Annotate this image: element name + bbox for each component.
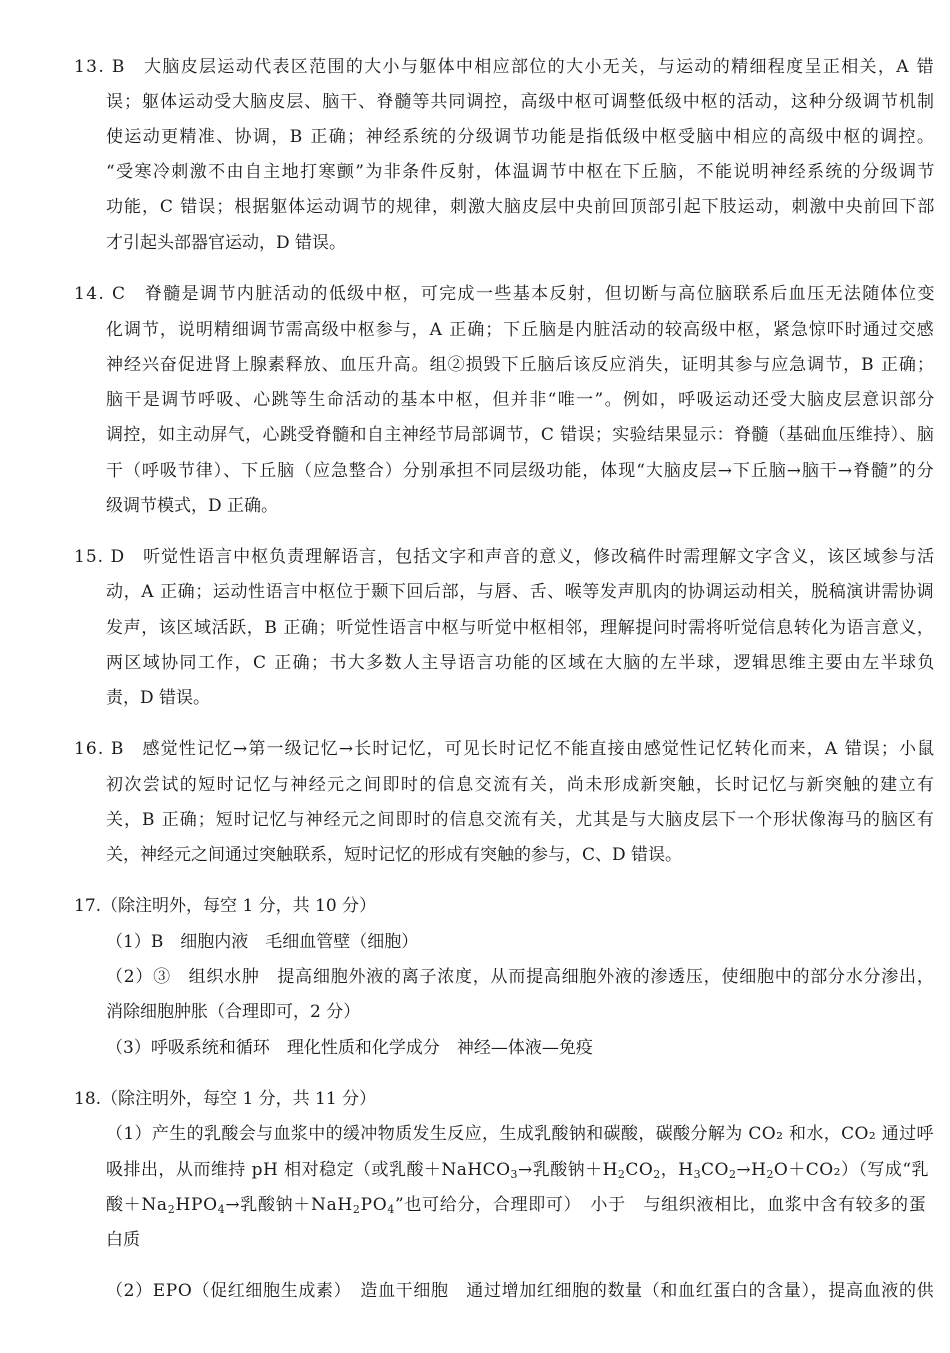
q15-line-5: 责，D 错误。 xyxy=(106,688,211,708)
q15-line-3: 发声，该区域活跃，B 正确；听觉性语言中枢与听觉中枢相邻，理解提问时需将听觉信息转化为语言意义， xyxy=(106,618,935,638)
q16-line-3: 关，B 正确；短时记忆与神经元之间即时的信息交流有关，尤其是与大脑皮层下一个形状像海马的脑区有 xyxy=(106,810,935,830)
q18-heading: 18.（除注明外，每空 1 分，共 11 分） xyxy=(74,1089,377,1109)
q13-line-2: 误；躯体运动受大脑皮层、脑干、脊髓等共同调控，高级中枢可调整低级中枢的活动，这种分级调节机制 xyxy=(106,92,936,112)
q15-line-4: 两区域协同工作，C 正确；书大多数人主导语言功能的区域在大脑的左半球，逻辑思维主要由左半球负 xyxy=(106,653,936,673)
q18-phosphate-line: 酸$+Na_2HPO_4\to$乳酸钠$+NaH_2PO_4$”也可给分，合理即可） 小于 与组织液相比，血浆中含有较多的蛋 xyxy=(106,1195,927,1216)
q14-line-4: 脑干是调节呼吸、心跳等生命活动的基本中枢，但并非“唯一”。例如，呼吸运动还受大脑皮层意识部分 xyxy=(106,390,936,410)
q17-part-2-line-2: 消除细胞肿胀（合理即可，2 分） xyxy=(106,1002,361,1022)
q14-line-3: 神经兴奋促进肾上腺素释放、血压升高。组②损毁下丘脑后该反应消失，证明其参与应急调节，B 正确； xyxy=(106,355,935,375)
q13-line-5: 功能，C 错误；根据躯体运动调节的规律，刺激大脑皮层中央前回顶部引起下肢运动，刺激中央前回下部 xyxy=(106,197,936,217)
q14-line-1: 14. C 脊髓是调节内脏活动的低级中枢，可完成一些基本反射，但切断与高位脑联系后血压无法随体位变 xyxy=(74,284,936,304)
q14-line-7: 级调节模式，D 正确。 xyxy=(106,496,279,516)
q18-part-1-line-4: 白质 xyxy=(106,1230,140,1250)
q13-line-4: “受寒冷刺激不由自主地打寒颤”为非条件反射，体温调节中枢在下丘脑，不能说明神经系统的分级调节 xyxy=(106,162,936,182)
q15-line-1: 15. D 听觉性语言中枢负责理解语言，包括文字和声音的意义，修改稿件时需理解文字含义，该区域参与活 xyxy=(74,547,936,567)
q16-line-1: 16. B 感觉性记忆→第一级记忆→长时记忆，可见长时记忆不能直接由感觉性记忆转化而来，A 错误；小鼠 xyxy=(74,739,936,759)
q17-part-3: （3）呼吸系统和循环 理化性质和化学成分 神经—体液—免疫 xyxy=(106,1038,593,1058)
q16-line-4: 关，神经元之间通过突触联系，短时记忆的形成有突触的参与，C、D 错误。 xyxy=(106,845,683,865)
q18-part-2-line-1: （2）EPO（促红细胞生成素） 造血干细胞 通过增加红细胞的数量（和血红蛋白的含量），提高血液的供 xyxy=(106,1281,935,1301)
q13-line-3: 使运动更精准、协调，B 正确；神经系统的分级调节功能是指低级中枢受脑中相应的高级中枢的调控。 xyxy=(106,127,936,147)
q14-line-2: 化调节，说明精细调节需高级中枢参与，A 正确；下丘脑是内脏活动的较高级中枢，紧急惊吓时通过交感 xyxy=(106,320,935,340)
q16-line-2: 初次尝试的短时记忆与神经元之间即时的信息交流有关，尚未形成新突触，长时记忆与新突触的建立有 xyxy=(106,775,936,795)
q15-line-2: 动，A 正确；运动性语言中枢位于颞下回后部，与唇、舌、喉等发声肌肉的协调运动相关，脱稿演讲需协调 xyxy=(106,582,935,602)
q18-part-1-line-2 xyxy=(106,1158,934,1182)
q17-part-2-line-1: （2）③ 组织水肿 提高细胞外液的离子浓度，从而提高细胞外液的渗透压，使细胞中的部分水分渗出， xyxy=(106,967,935,987)
q13-line-6: 才引起头部器官运动，D 错误。 xyxy=(106,233,347,253)
q14-line-5: 调控，如主动屏气，心跳受脊髓和自主神经节局部调节，C 错误；实验结果显示：脊髓（基础血压维持）、脑 xyxy=(106,425,935,445)
q14-line-6: 干（呼吸节律）、下丘脑（应急整合）分别承担不同层级功能，体现“大脑皮层→下丘脑→脑干→脊髓”的分 xyxy=(106,461,935,481)
q18-part-1-line-1: （1）产生的乳酸会与血浆中的缓冲物质发生反应，生成乳酸钠和碳酸，碳酸分解为 CO₂ 和水，CO₂ 通过呼 xyxy=(106,1124,934,1144)
q17-part-1: （1）B 细胞内液 毛细血管壁（细胞） xyxy=(106,932,419,952)
q18-part-1-line-3 xyxy=(106,1193,934,1217)
q18-formula-line: 吸排出，从而维持 pH 相对稳定（或乳酸＋NaHCO$_3$→乳酸钠$+H_2CO_2$，$H_3CO_2\to H_2O+CO_2$）（写成“乳 xyxy=(106,1160,929,1181)
q17-heading: 17.（除注明外，每空 1 分，共 10 分） xyxy=(74,896,377,916)
q13-line-1: 13. B 大脑皮层运动代表区范围的大小与躯体中相应部位的大小无关，与运动的精细程度呈正相关，A 错 xyxy=(74,57,935,77)
